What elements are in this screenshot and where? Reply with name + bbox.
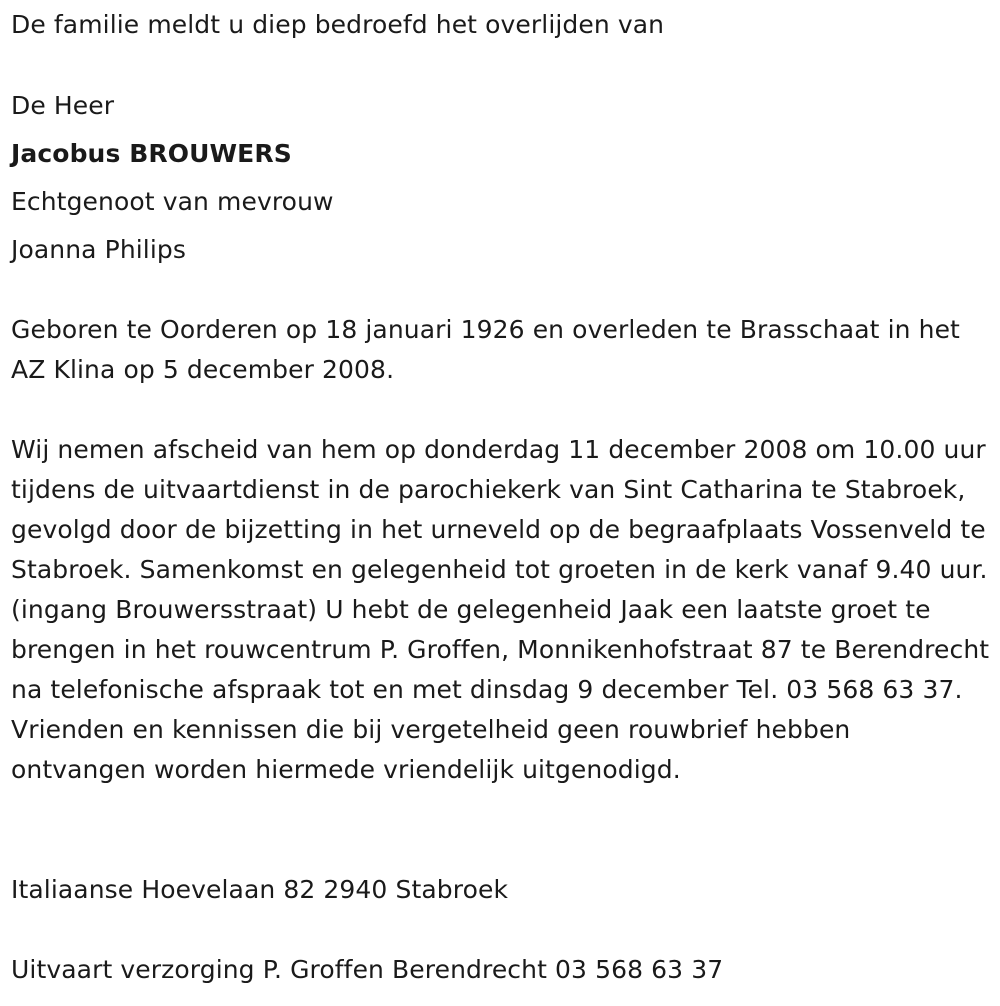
spouse-label: Echtgenoot van mevrouw [11, 187, 334, 216]
address-line: Italiaanse Hoevelaan 82 2940 Stabroek [11, 875, 509, 904]
deceased-name: Jacobus BROUWERS [11, 139, 292, 168]
honorific: De Heer [11, 91, 115, 120]
service-paragraph: Wij nemen afscheid van hem op donderdag 11 december 2008 om 10.00 uur tijdens de uitvaartdienst in de parochiekerk van Sint Catharina te Stabroek, gevolgd door de bijzetting in het urneveld op de begraafplaats Vossenveld te Stabroek. Samenkomst en gelegenheid tot groeten in de kerk vanaf 9.40 uur. (ingang Brouwersstraat) U hebt de gelegenheid Jaak een laatste groet te brengen in het rouwcentrum P. Groffen, Monnikenhofstraat 87 te Berendrecht na telefonische afspraak tot en met dinsdag 9 december Tel. 03 568 63 37. Vrienden en kennissen die bij vergetelheid geen rouwbrief hebben ontvangen worden hiermede vriendelijk uitgenodigd. [11, 435, 990, 784]
intro-text: De familie meldt u diep bedroefd het overlijden van [11, 10, 665, 39]
funeral-director-line: Uitvaart verzorging P. Groffen Berendrecht 03 568 63 37 [11, 955, 724, 984]
spouse-name: Joanna Philips [11, 235, 186, 264]
birth-death-paragraph: Geboren te Oorderen op 18 januari 1926 en overleden te Brasschaat in het AZ Klina op 5 december 2008. [11, 315, 960, 384]
